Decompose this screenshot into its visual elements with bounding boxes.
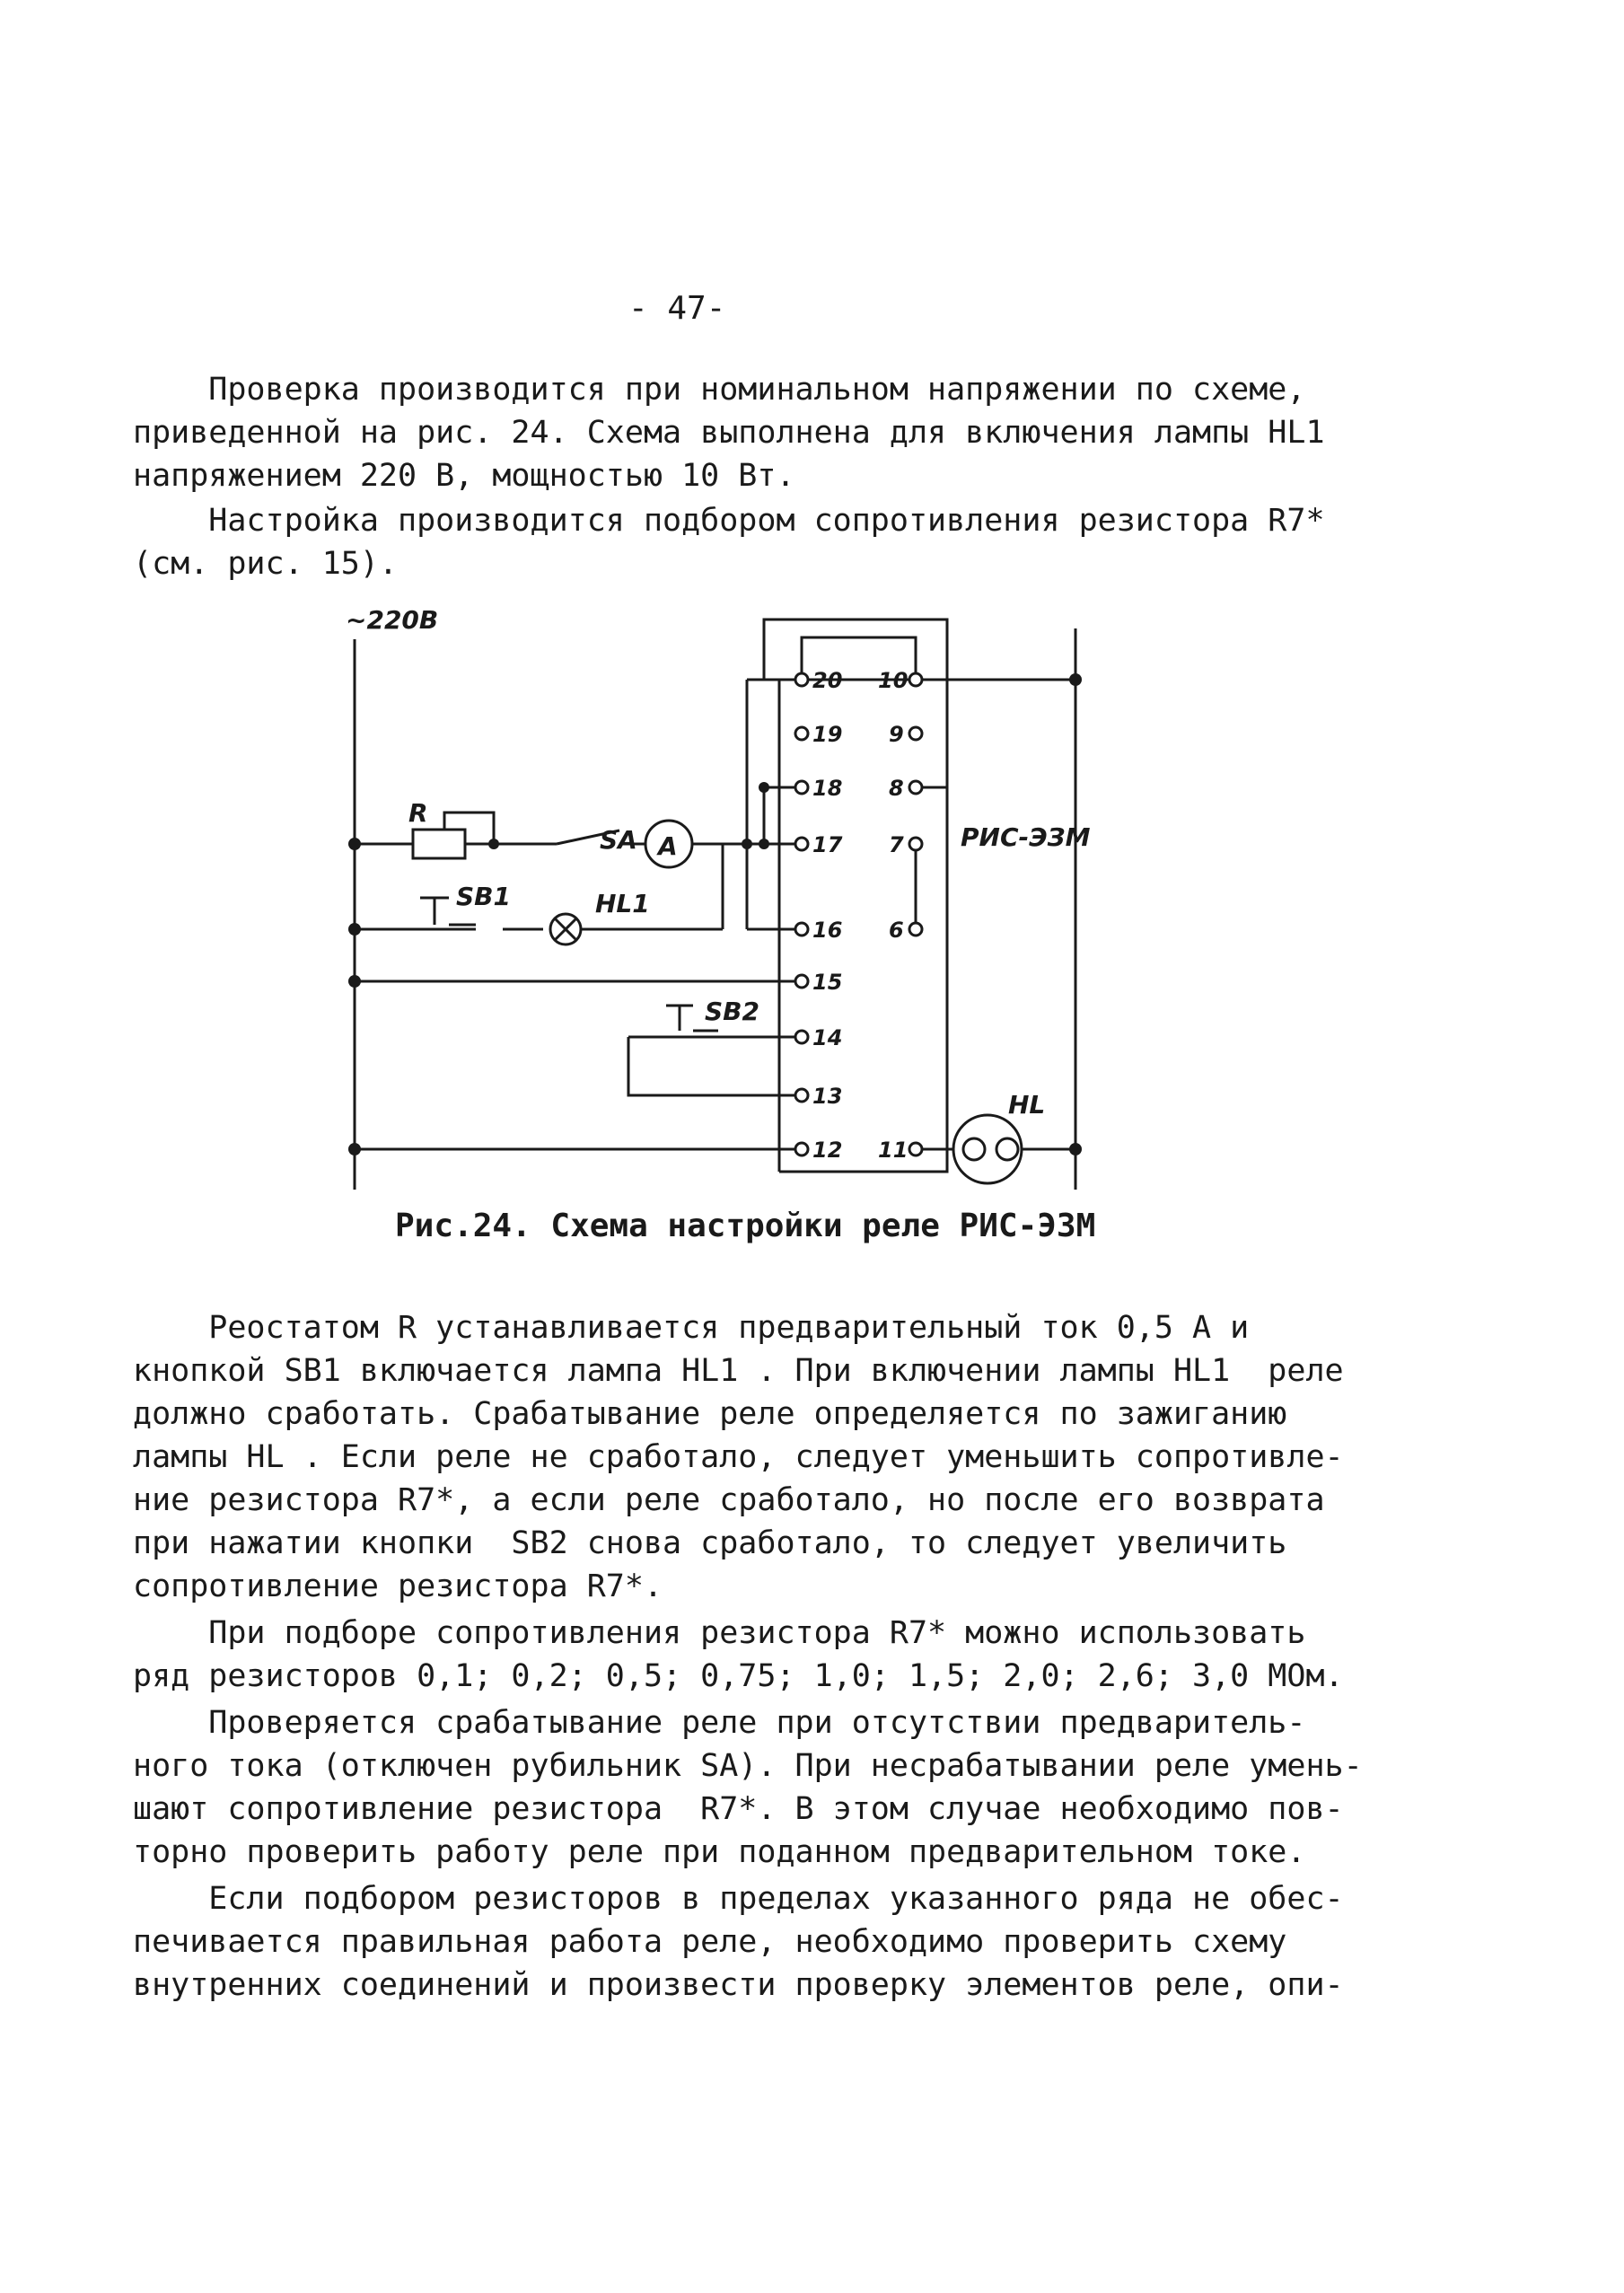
terminal-15: 15 bbox=[812, 970, 843, 995]
body-line: должно сработать. Срабатывание реле определяется по зажиганию bbox=[133, 1396, 1287, 1432]
terminal-19: 19 bbox=[812, 722, 843, 747]
body-line: ного тока (отключен рубильник SA). При несрабатывании реле умень- bbox=[133, 1748, 1363, 1784]
body-line: ние резистора R7*, а если реле сработало, но после его возврата bbox=[133, 1482, 1325, 1518]
body-line: Реостатом R устанавливается предварительный ток 0,5 А и bbox=[133, 1310, 1250, 1346]
terminal-14: 14 bbox=[812, 1025, 843, 1050]
relay-name-label: РИС-ЭЗМ bbox=[961, 822, 1091, 852]
terminal-16: 16 bbox=[812, 918, 843, 943]
lamp-hl1-label: HL1 bbox=[595, 889, 650, 918]
figure-caption: Рис.24. Схема настройки реле РИС-ЭЗМ bbox=[395, 1208, 1096, 1244]
body-line: лампы HL . Если реле не сработало, следует уменьшить сопротивле- bbox=[133, 1439, 1344, 1475]
terminal-20: 20 bbox=[812, 668, 843, 693]
button-sb1-label: SB1 bbox=[456, 882, 511, 911]
terminal-6: 6 bbox=[889, 918, 904, 943]
resistor-r-label: R bbox=[408, 798, 428, 828]
switch-sa-label: SA bbox=[600, 825, 637, 855]
body-line: При подборе сопротивления резистора R7* можно использовать bbox=[133, 1615, 1306, 1651]
terminal-7: 7 bbox=[889, 832, 904, 857]
terminal-17: 17 bbox=[812, 832, 843, 857]
page-number: - 47- bbox=[628, 290, 726, 327]
body-line: сопротивление резистора R7*. bbox=[133, 1568, 663, 1604]
body-line: при нажатии кнопки SB2 снова сработало, то следует увеличить bbox=[133, 1525, 1287, 1561]
body-line: Проверяется срабатывание реле при отсутствии предваритель- bbox=[133, 1705, 1306, 1741]
ammeter-label: A bbox=[658, 831, 678, 861]
body-line: шают сопротивление резистора R7*. В этом случае необходимо пов- bbox=[133, 1791, 1344, 1827]
intro-line: Проверка производится при номинальном напряжении по схеме, bbox=[133, 372, 1306, 408]
terminal-9: 9 bbox=[889, 722, 904, 747]
body-line: внутренних соединений и произвести проверку элементов реле, опи- bbox=[133, 1967, 1344, 2003]
intro-line: напряжением 220 В, мощностью 10 Вт. bbox=[133, 458, 795, 494]
body-line: ряд резисторов 0,1; 0,2; 0,5; 0,75; 1,0; 1,5; 2,0; 2,6; 3,0 МОм. bbox=[133, 1658, 1344, 1694]
terminal-13: 13 bbox=[812, 1084, 843, 1109]
intro-line: приведенной на рис. 24. Схема выполнена для включения лампы HL1 bbox=[133, 415, 1325, 451]
intro-line: (см. рис. 15). bbox=[133, 546, 399, 582]
body-line: печивается правильная работа реле, необходимо проверить схему bbox=[133, 1924, 1287, 1960]
terminal-11: 11 bbox=[878, 1138, 909, 1163]
terminal-12: 12 bbox=[812, 1138, 843, 1163]
lamp-hl-label: HL bbox=[1008, 1090, 1046, 1120]
intro-line: Настройка производится подбором сопротивления резистора R7* bbox=[133, 503, 1325, 539]
body-line: Если подбором резисторов в пределах указанного ряда не обес- bbox=[133, 1881, 1344, 1917]
body-line: торно проверить работу реле при поданном предварительном токе. bbox=[133, 1834, 1306, 1870]
button-sb2-label: SB2 bbox=[705, 997, 759, 1026]
supply-label: ~220В bbox=[346, 605, 439, 635]
terminal-8: 8 bbox=[889, 776, 904, 801]
body-line: кнопкой SB1 включается лампа HL1 . При включении лампы HL1 реле bbox=[133, 1353, 1344, 1389]
terminal-18: 18 bbox=[812, 776, 843, 801]
terminal-10: 10 bbox=[878, 668, 909, 693]
